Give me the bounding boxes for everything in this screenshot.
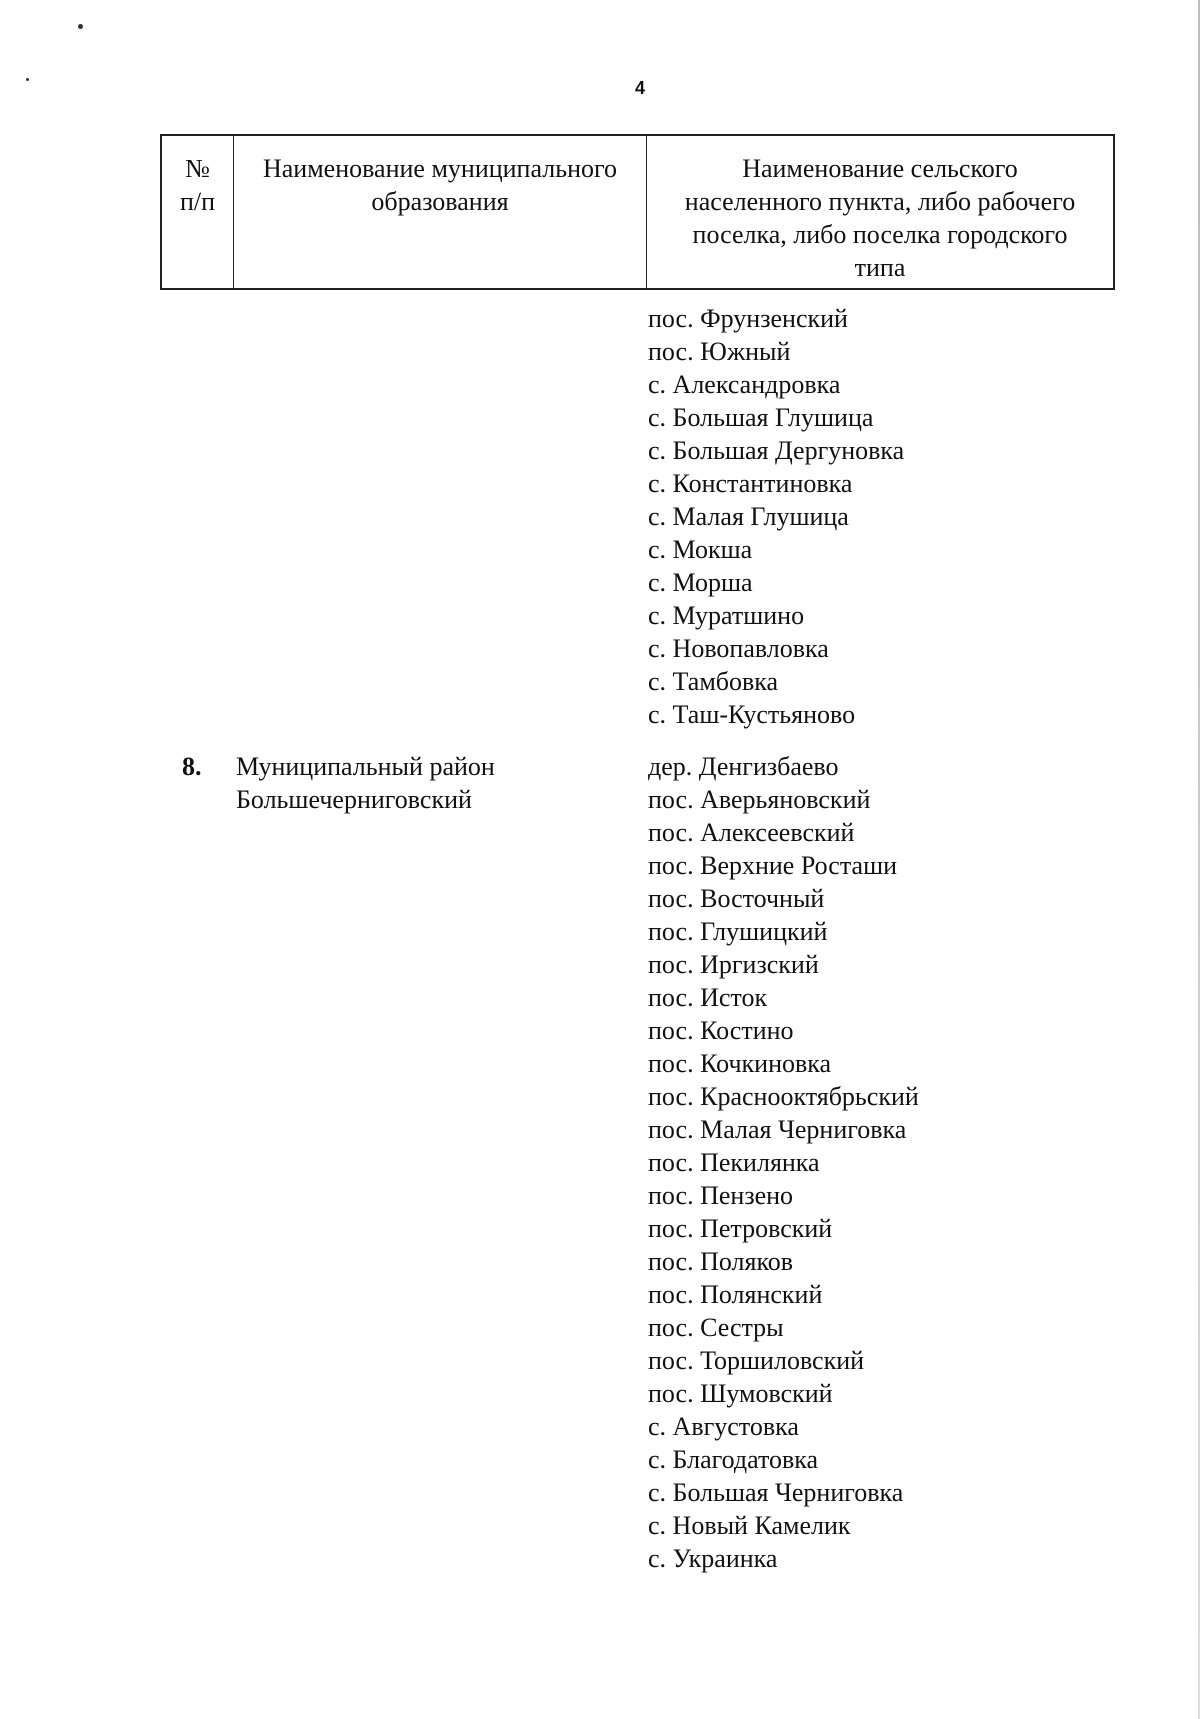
- settlement-item: пос. Аверьяновский: [648, 785, 871, 814]
- settlement-item: с. Таш-Кустьяново: [648, 700, 856, 729]
- settlement-item: с. Благодатовка: [648, 1445, 819, 1474]
- settlement-item: с. Новопавловка: [648, 634, 829, 663]
- row-number: 8.: [182, 752, 202, 781]
- settlement-item: дер. Денгизбаево: [648, 752, 839, 781]
- page-number: 4: [634, 78, 645, 98]
- settlement-item: с. Тамбовка: [648, 667, 779, 696]
- settlement-item: с. Большая Глушица: [648, 403, 874, 432]
- settlement-item: пос. Петровский: [648, 1214, 833, 1243]
- settlement-item: пос. Исток: [648, 983, 768, 1012]
- settlement-item: с. Муратшино: [648, 601, 805, 630]
- settlement-item: пос. Шумовский: [648, 1379, 833, 1408]
- header-settlement-column: [647, 136, 1113, 288]
- settlement-item: с. Большая Черниговка: [648, 1478, 904, 1507]
- header-text-line: образования: [371, 187, 509, 216]
- settlement-item: пос. Малая Черниговка: [648, 1115, 907, 1144]
- settlement-item: пос. Глушицкий: [648, 917, 828, 946]
- header-text-line: п/п: [179, 187, 216, 216]
- settlement-item: пос. Поляков: [648, 1247, 794, 1276]
- settlement-item: пос. Сестры: [648, 1313, 784, 1342]
- header-text-line: населенного пункта, либо рабочего: [684, 187, 1076, 216]
- municipality-name-line: Большечерниговский: [236, 785, 472, 814]
- settlement-item: пос. Алексеевский: [648, 818, 855, 847]
- municipality-name-line: Муниципальный район: [236, 752, 495, 781]
- table-header: [160, 134, 1115, 290]
- settlement-item: пос. Краснооктябрьский: [648, 1082, 919, 1111]
- settlement-item: с. Мокша: [648, 535, 753, 564]
- header-text-line: Наименование сельского: [742, 154, 1018, 183]
- settlement-item: пос. Верхние Росташи: [648, 851, 898, 880]
- header-text-line: №: [185, 154, 210, 183]
- settlement-item: с. Новый Камелик: [648, 1511, 851, 1540]
- header-text-line: Наименование муниципального: [262, 154, 618, 183]
- settlement-item: пос. Фрунзенский: [648, 304, 848, 333]
- settlement-item: пос. Костино: [648, 1016, 794, 1045]
- municipality-name: [236, 750, 495, 816]
- settlement-item: пос. Торшиловский: [648, 1346, 865, 1375]
- settlement-item: с. Малая Глушица: [648, 502, 849, 531]
- settlement-item: пос. Пензено: [648, 1181, 794, 1210]
- settlement-item: с. Большая Дергуновка: [648, 436, 905, 465]
- header-municipality-column: [234, 136, 647, 288]
- header-number-column: [162, 136, 234, 288]
- header-text-line: типа: [854, 253, 906, 282]
- header-text-line: поселка, либо поселка городского: [692, 220, 1068, 249]
- settlement-item: с. Августовка: [648, 1412, 799, 1441]
- settlement-item: пос. Пекилянка: [648, 1148, 820, 1177]
- settlement-item: пос. Полянский: [648, 1280, 823, 1309]
- settlement-item: пос. Южный: [648, 337, 791, 366]
- settlement-item: с. Константиновка: [648, 469, 853, 498]
- settlement-item: пос. Восточный: [648, 884, 825, 913]
- settlement-item: с. Морша: [648, 568, 753, 597]
- settlement-item: с. Украинка: [648, 1544, 778, 1573]
- settlement-item: пос. Кочкиновка: [648, 1049, 832, 1078]
- settlement-item: с. Александровка: [648, 370, 841, 399]
- scan-speck: [78, 24, 83, 29]
- settlement-item: пос. Иргизский: [648, 950, 819, 979]
- row-8-settlement-list: [648, 750, 919, 1575]
- continued-settlement-list: [648, 302, 904, 731]
